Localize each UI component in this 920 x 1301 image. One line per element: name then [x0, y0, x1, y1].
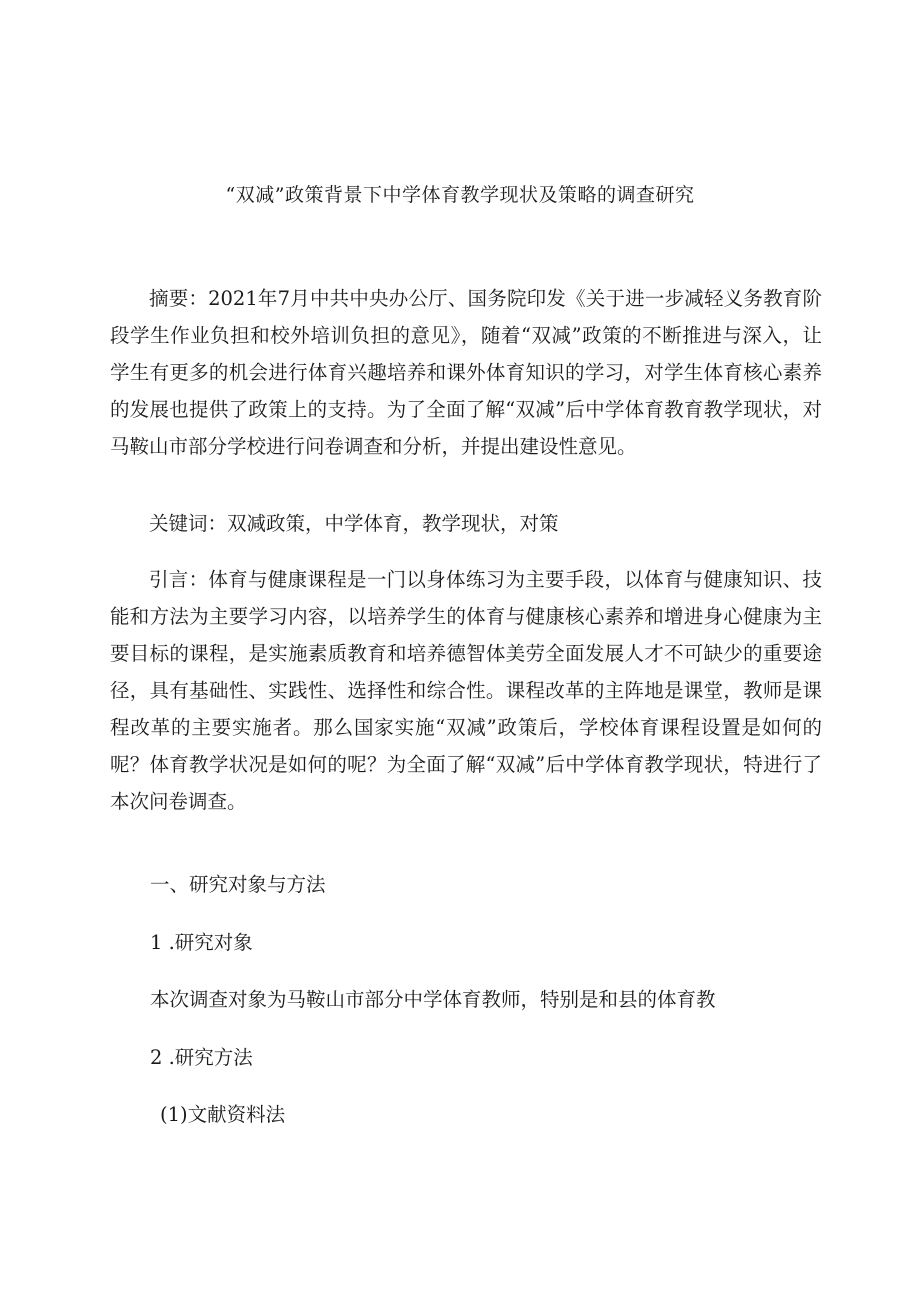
subsection-heading-research-objects: 1 .研究对象 — [150, 931, 253, 954]
section-heading-research-objects-methods: 一、研究对象与方法 — [150, 873, 326, 896]
introduction-paragraph: 引言：体育与健康课程是一门以身体练习为主要手段，以体育与健康知识、技能和方法为主要学习内容，以培养学生的体育与健康核心素养和增进身心健康为主要目标的课程，是实施素质教育和培养德智体美劳全面发展人才不可缺少的重要途径，具有基础性、实践性、选择性和综合性。课程改革的主阵地是课堂，教师是课程改革的主要实施者。那么国家实施“双减”政策后，学校体育课程设置是如何的呢？体育教学状况是如何的呢？为全面了解“双减”后中学体育教学现状，特进行了本次问卷调查。 — [110, 568, 822, 813]
subsection-heading-research-methods: 2 .研究方法 — [150, 1046, 253, 1069]
document-title: “双减”政策背景下中学体育教学现状及策略的调查研究 — [225, 184, 695, 206]
keywords-paragraph: 关键词：双减政策，中学体育，教学现状，对策 — [149, 512, 559, 535]
method-heading-literature-review: (1)文献资料法 — [160, 1103, 286, 1126]
abstract-paragraph: 摘要：2021年7月中共中央办公厅、国务院印发《关于进一步减轻义务教育阶段学生作业负担和校外培训负担的意见》，随着“双减”政策的不断推进与深入，让学生有更多的机会进行体育兴趣培养和课外体育知识的学习，对学生体育核心素养的发展也提供了政策上的支持。为了全面了解“双减”后中学体育教育教学现状，对马鞍山市部分学校进行问卷调查和分析，并提出建设性意见。 — [110, 287, 822, 458]
research-objects-paragraph: 本次调查对象为马鞍山市部分中学体育教师，特别是和县的体育教 — [150, 988, 716, 1011]
